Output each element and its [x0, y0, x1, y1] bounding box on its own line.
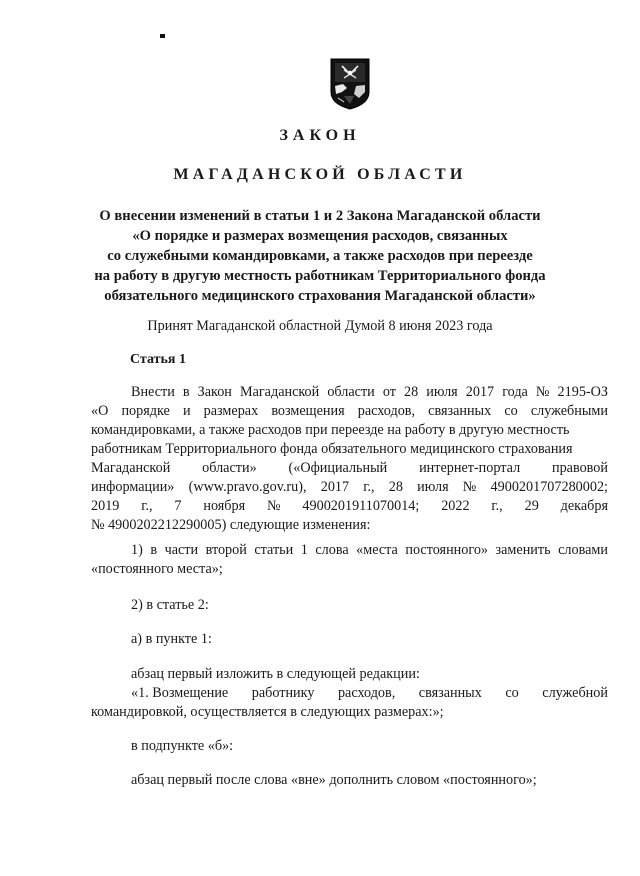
word: «О — [91, 403, 109, 419]
word: со — [504, 403, 518, 419]
word: слова — [315, 542, 349, 558]
text-line: командировками, а также расходов при переезде на работу в другую местность — [91, 422, 570, 438]
word: 2017 — [465, 384, 495, 400]
word: № — [462, 479, 477, 495]
word: Магаданской — [239, 384, 320, 400]
word: «1. Возмещение — [131, 685, 229, 701]
word: («Официальный — [288, 460, 388, 476]
adoption-note: Принят Магаданской областной Думой 8 июня 2023 года — [147, 318, 493, 334]
law-title-line: со служебными командировками, а также расходов при переезде — [107, 248, 533, 264]
word: 4900201911070014; — [302, 498, 420, 514]
word: июля — [426, 384, 458, 400]
word: 28 — [388, 479, 403, 495]
word: декабря — [560, 498, 608, 514]
word: области» — [202, 460, 257, 476]
word: 2022 — [441, 498, 470, 514]
word: 1) — [131, 542, 143, 558]
word: связанных — [428, 403, 492, 419]
word: № — [535, 384, 550, 400]
item-2a-paragraph — [91, 630, 608, 649]
item-1-paragraph — [91, 541, 608, 579]
word: 4900201707280002; — [490, 479, 608, 495]
word: информации» — [91, 479, 175, 495]
word: постоянного» — [405, 542, 489, 558]
word: 1 — [300, 542, 308, 558]
paragraph-first-block — [91, 665, 608, 684]
word: расходов, — [357, 403, 416, 419]
paragraph-after-text: абзац первый после слова «вне» дополнить словом «постоянного»; — [131, 772, 537, 788]
document-type: ЗАКОН — [279, 127, 361, 144]
region-name: МАГАДАНСКОЙ ОБЛАСТИ — [173, 166, 467, 183]
word: заменить — [495, 542, 551, 558]
word: 2195-ОЗ — [557, 384, 608, 400]
word: ноября — [203, 498, 246, 514]
word: Закон — [197, 384, 232, 400]
text-line — [91, 459, 608, 478]
text-line: «постоянного места»; — [91, 561, 223, 577]
word: года — [502, 384, 528, 400]
law-title-line: на работу в другую местность работникам Территориального фонда — [94, 268, 546, 284]
scan-mark — [160, 34, 165, 38]
text-line — [91, 684, 608, 703]
word: 28 — [403, 384, 419, 400]
word: «места — [356, 542, 398, 558]
word: Внести — [131, 384, 175, 400]
word: связанных — [418, 685, 482, 701]
text-line — [91, 478, 608, 497]
word: в — [182, 384, 190, 400]
word: служебной — [542, 685, 608, 701]
text-line — [91, 383, 608, 402]
text-line — [91, 497, 608, 516]
word: Магаданской — [91, 460, 171, 476]
word: второй — [205, 542, 247, 558]
quoted-paragraph — [91, 684, 608, 722]
word: части — [164, 542, 199, 558]
word: расходов, — [337, 685, 396, 701]
law-title-line: О внесении изменений в статьи 1 и 2 Закона Магаданской области — [99, 208, 541, 224]
word: области — [327, 384, 375, 400]
word: 29 — [524, 498, 539, 514]
paragraph-first-text: абзац первый изложить в следующей редакции: — [131, 666, 420, 682]
text-line — [91, 541, 608, 560]
intro-paragraph — [91, 383, 608, 535]
law-title-line: обязательного медицинского страхования Магаданской области» — [104, 288, 536, 304]
text-line: работникам Территориального фонда обязательного медицинского страхования — [91, 441, 573, 457]
word: служебными — [530, 403, 608, 419]
subpoint-b-block — [91, 737, 608, 756]
word: правовой — [552, 460, 608, 476]
word: возмещения — [271, 403, 345, 419]
word: № — [267, 498, 281, 514]
item-2-text: 2) в статье 2: — [131, 597, 209, 613]
word: июля — [417, 479, 449, 495]
text-line: командировкой, осуществляется в следующих размерах:»; — [91, 704, 444, 720]
law-title-line: «О порядке и размерах возмещения расходов, связанных — [132, 228, 508, 244]
word: статьи — [254, 542, 294, 558]
word: со — [505, 685, 519, 701]
word: (www.pravo.gov.ru), — [188, 479, 307, 495]
paragraph-after-block — [91, 771, 608, 790]
word: 7 — [174, 498, 182, 514]
item-2-paragraph — [91, 596, 608, 615]
word: 2019 — [91, 498, 120, 514]
word: интернет-портал — [419, 460, 521, 476]
word: г., — [491, 498, 503, 514]
text-line — [91, 402, 608, 421]
word: размерах — [203, 403, 259, 419]
item-2a-text: а) в пункте 1: — [131, 631, 212, 647]
article-heading: Статья 1 — [130, 352, 186, 367]
word: и — [182, 403, 191, 419]
word: г., — [363, 479, 375, 495]
word: порядке — [121, 403, 170, 419]
magadan-coat-of-arms-icon — [330, 58, 370, 110]
word: словами — [558, 542, 608, 558]
word: в — [150, 542, 158, 558]
word: работнику — [251, 685, 315, 701]
text-line: № 4900202212290005) следующие изменения: — [91, 517, 371, 533]
law-title — [80, 206, 560, 306]
word: 2017 — [320, 479, 350, 495]
word: от — [382, 384, 396, 400]
word: г., — [141, 498, 153, 514]
subpoint-b-text: в подпункте «б»: — [131, 738, 234, 754]
